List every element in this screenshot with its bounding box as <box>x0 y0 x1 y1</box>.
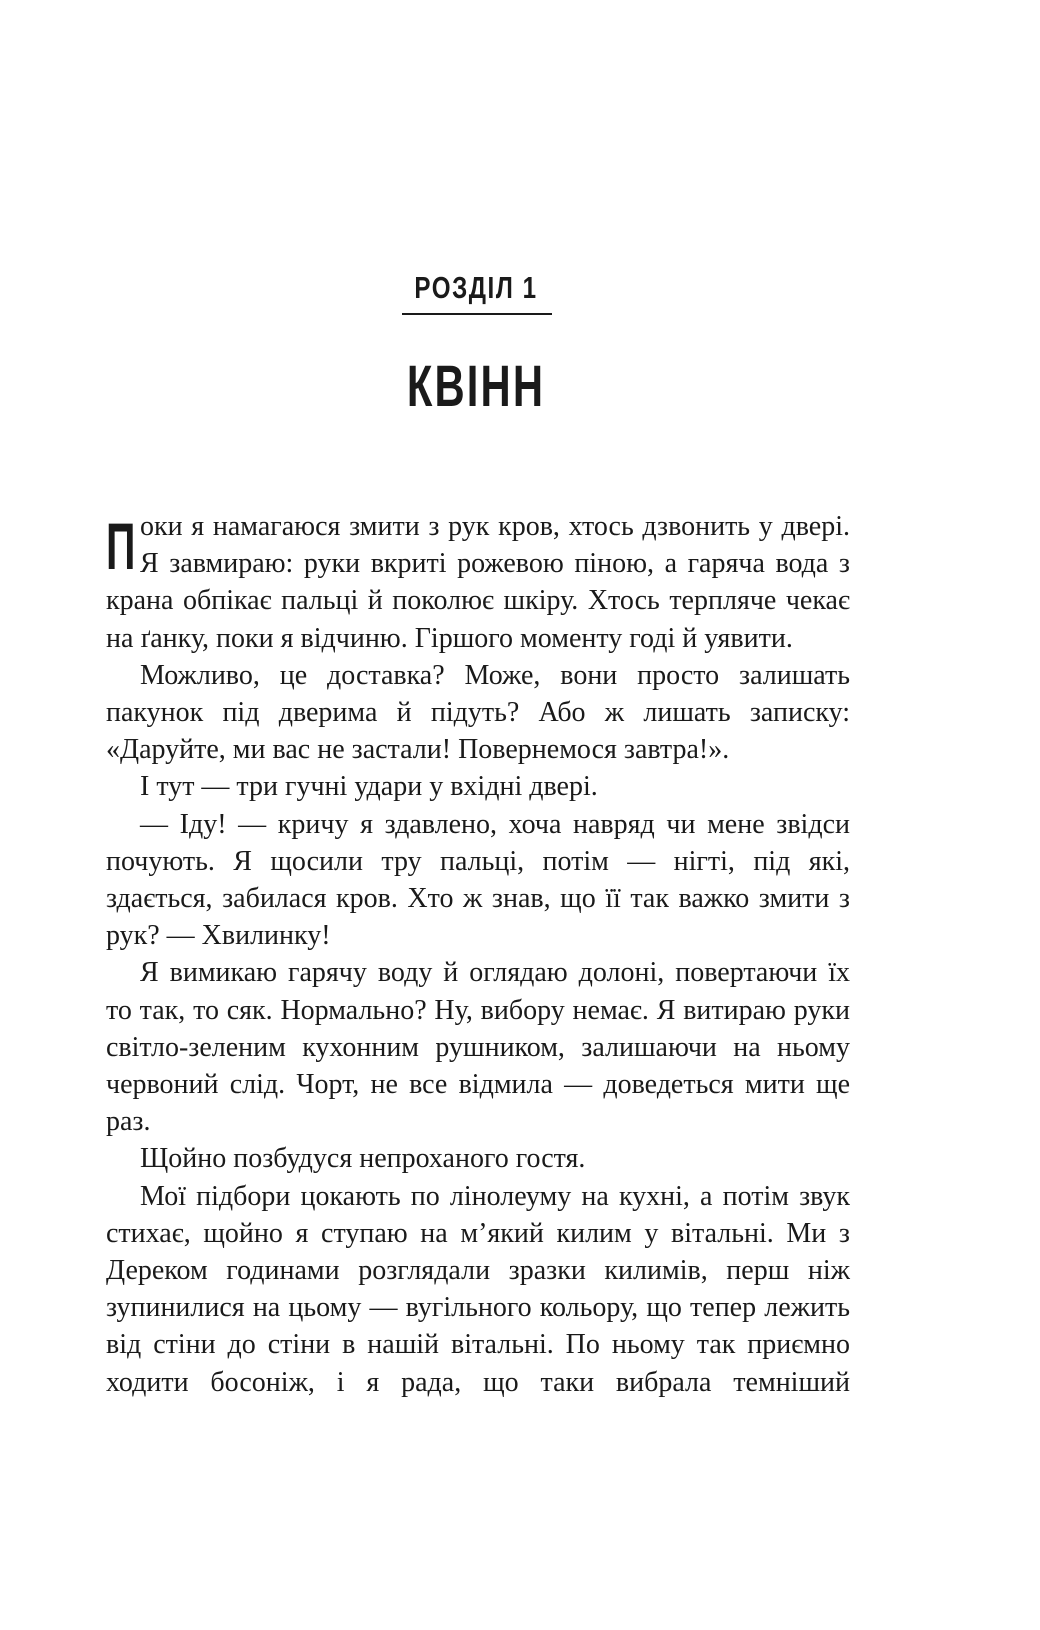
drop-cap: П <box>106 509 136 583</box>
chapter-title: КВІНН <box>406 354 546 419</box>
paragraph <box>106 508 850 657</box>
paragraph-text: оки я намагаюся змити з рук кров, хтось дзвонить у двері. Я завмираю: руки вкриті рожевою піною, а гаряча вода з крана обпікає пальці й поколює шкіру. Хтось терпляче чекає на ґанку, поки я відчиню. Гіршого моменту годі й уявити. <box>106 511 850 654</box>
paragraph: Я вимикаю гарячу воду й оглядаю долоні, повертаючи їх то так, то сяк. Нормально? Ну, вибору немає. Я витираю руки світло-зеленим кухонним рушником, залишаючи на ньому червоний слід. Чорт, не все відмила — доведеться мити ще раз. <box>106 957 850 1138</box>
paragraph: Щойно позбудуся непроханого гостя. <box>140 1143 586 1175</box>
chapter-number: РОЗДІЛ 1 <box>414 270 538 305</box>
paragraph: Можливо, це доставка? Може, вони просто залишать пакунок під дверима й підуть? Або ж лишать записку: «Даруйте, ми вас не застали! Повернемося завтра!». <box>106 659 850 766</box>
chapter-divider <box>402 313 552 315</box>
chapter-body <box>106 508 850 1401</box>
paragraph: І тут — три гучні удари у вхідні двері. <box>140 771 598 803</box>
paragraph: Мої підбори цокають по лінолеуму на кухні, а потім звук стихає, щойно я ступаю на м’який килим у вітальні. Ми з Дереком годинами розглядали зразки килимів, перш ніж зупинилися на цьому — вугільного кольору, що тепер лежить від стіни до стіни в нашій вітальні. По ньому так приємно ходити босоніж, і я рада, що таки вибрала темніший <box>106 1180 850 1398</box>
paragraph: — Іду! — кричу я здавлено, хоча навряд чи мене звідси почують. Я щосили тру пальці, потім — нігті, під які, здається, забилася кров. Хто ж знав, що її так важко змити з рук? — Хвилинку! <box>106 808 850 952</box>
